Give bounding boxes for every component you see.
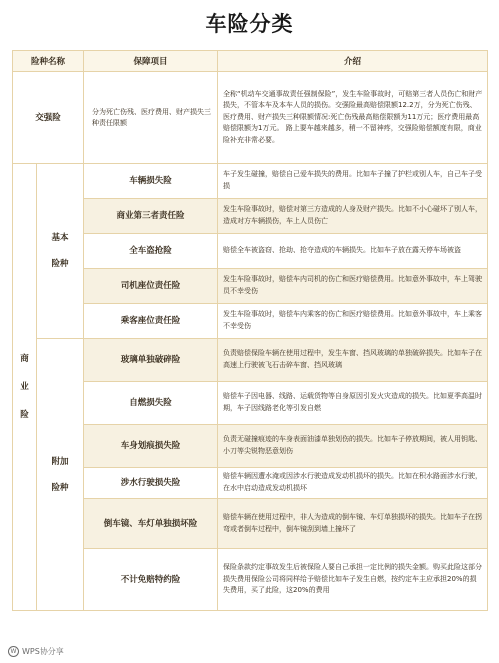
footer-text: WPS协分享 [22, 647, 64, 656]
coverage-desc: 赔偿全车被盗窃、抢劫、抢夺造成的车辆损失。比如车子放在露天停车场被盗 [218, 234, 488, 269]
coverage-desc: 发生车险事故时，赔偿车内乘客的伤亡和医疗赔偿费用。比如意外事故中，车上乘客不幸受伤 [218, 304, 488, 339]
coverage-desc: 负责赔偿保险车辆在使用过程中，发生车窗、挡风玻璃的单独破碎损失。比如车子在高速上行驶被飞石击碎车窗、挡风玻璃 [218, 339, 488, 382]
compulsory-intro: 全称“机动车交通事故责任强制保险”，发生车险事故时，可赔第三者人员伤亡和财产损失，不管本车及本车人员的损伤。交强险最高赔偿限额12.2万，分为死亡伤残、医疗费用、财产损失三种限额情况:死亡伤残最高赔偿限额为11万元；医疗费用最高赔偿限额为1万元。 路上要车越来越多，稍一不留神疼，交强险赔偿额度有限，商业险补充非常必要。 [218, 72, 488, 164]
coverage-name: 车身划痕损失险 [84, 425, 218, 468]
compulsory-row [13, 72, 488, 164]
commercial-label: 商业险 [13, 164, 37, 611]
coverage-name: 涉水行驶损失险 [84, 468, 218, 499]
coverage-desc: 车子发生碰撞，赔偿自己爱车损失的费用。比如车子撞了护栏或别人车，自己车子受损 [218, 164, 488, 199]
compulsory-coverage: 分为死亡伤残、医疗费用、财产损失三种责任限额 [84, 72, 218, 164]
coverage-name: 自燃损失险 [84, 382, 218, 425]
coverage-desc: 发生车险事故时，赔偿对第三方造成的人身及财产损失。比如不小心碰坏了别人车，造成对方车辆损伤，车上人员伤亡 [218, 199, 488, 234]
coverage-name: 倒车镜、车灯单独损坏险 [84, 499, 218, 549]
table-row [13, 382, 488, 425]
insurance-table [12, 50, 488, 611]
coverage-desc: 赔偿车子因电器、线路、运载货物等自身原因引发火灾造成的损失。比如夏季高温时期，车子因线路老化等引发自燃 [218, 382, 488, 425]
table-row [13, 468, 488, 499]
page-title: 车险分类 [205, 12, 294, 36]
table-row [13, 499, 488, 549]
coverage-desc: 发生车险事故时，赔偿车内司机的伤亡和医疗赔偿费用。比如意外事故中，车上驾驶员不幸受伤 [218, 269, 488, 304]
coverage-name: 不计免赔特约险 [84, 549, 218, 611]
coverage-desc: 赔偿车辆因遭水淹或因涉水行驶造成发动机损坏的损失。比如在积水路面涉水行驶，在水中启动造成发动机损坏 [218, 468, 488, 499]
table-row [13, 269, 488, 304]
coverage-desc: 保险条款约定事故发生后被保险人要自己承担一定比例的损失金额。购买此险这部分损失费用保险公司将同样给予赔偿比如车子发生自燃，按约定车主应承担20%的损失费用，买了此险，这20%的费用 [218, 549, 488, 611]
header-intro: 介绍 [218, 51, 488, 72]
coverage-name: 司机座位责任险 [84, 269, 218, 304]
header-coverage: 保障项目 [84, 51, 218, 72]
compulsory-label: 交强险 [13, 72, 84, 164]
table-header-row [13, 51, 488, 72]
coverage-name: 玻璃单独破碎险 [84, 339, 218, 382]
wps-logo-icon: W [8, 646, 19, 657]
coverage-name: 全车盗抢险 [84, 234, 218, 269]
table-row [13, 339, 488, 382]
basic-label: 基本险种 [37, 164, 84, 339]
coverage-desc: 赔偿车辆在使用过程中，非人为造成的倒车镜、车灯单独损坏的损失。比如车子在拐弯或者倒车过程中，倒车镜刮到墙上撞坏了 [218, 499, 488, 549]
table-row [13, 164, 488, 199]
table-row [13, 234, 488, 269]
header-category: 险种名称 [13, 51, 84, 72]
coverage-name: 商业第三者责任险 [84, 199, 218, 234]
footer [8, 646, 64, 657]
coverage-desc: 负责无碰撞痕迹的车身表面油漆单独划伤的损失。比如车子停放期间，被人用钥匙、小刀等尖锐物恶意划伤 [218, 425, 488, 468]
table-row [13, 425, 488, 468]
additional-label: 附加险种 [37, 339, 84, 611]
table-row [13, 549, 488, 611]
coverage-name: 车辆损失险 [84, 164, 218, 199]
coverage-name: 乘客座位责任险 [84, 304, 218, 339]
table-row [13, 304, 488, 339]
table-row [13, 199, 488, 234]
